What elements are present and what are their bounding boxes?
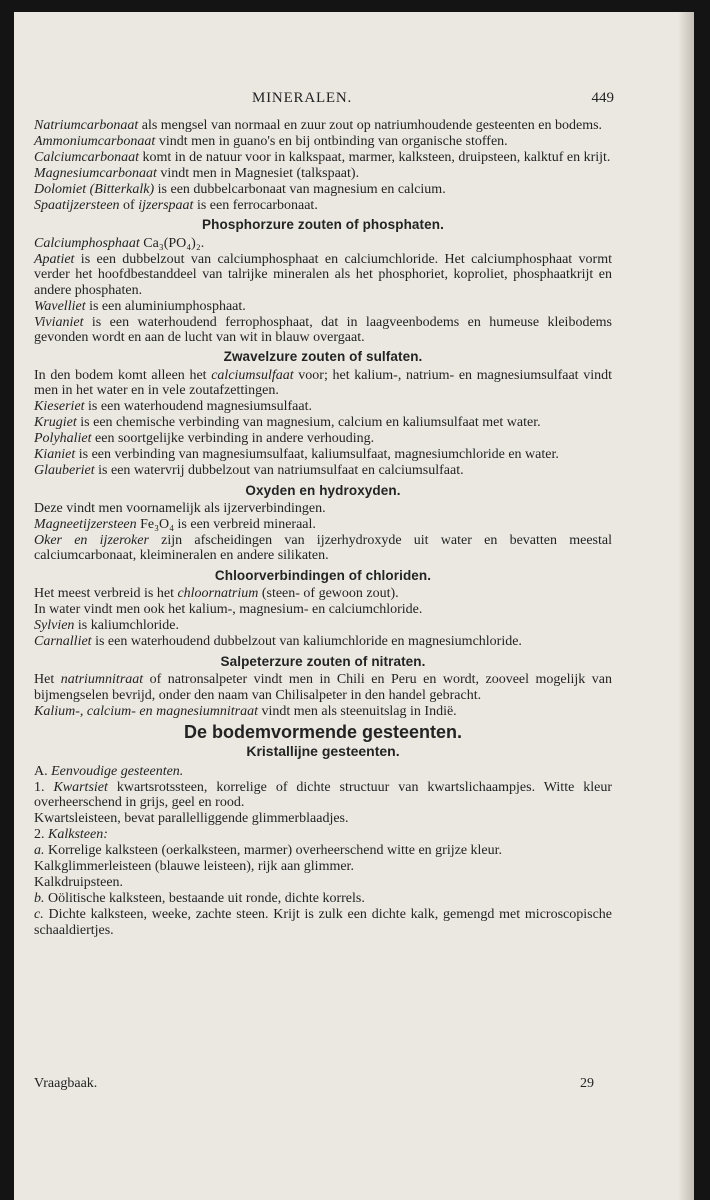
- list-item: Kalkglimmerleisteen (blauwe leisteen), rijk aan glimmer.: [34, 859, 354, 875]
- page-edge-shadow: [678, 12, 694, 1200]
- paragraph: Sylvien is kaliumchloride.: [34, 618, 180, 634]
- section-heading-chlorides: Chloorverbindingen of chloriden.: [214, 567, 432, 583]
- paragraph: Apatiet is een dubbelzout van calciumphosphaat en calciumchloride. Het calciumphosphaat vormt verder het hoofdbestanddeel van talrijke mineralen als het phosphoriet, koproliet, phosphaatkrijt en andere phosphaten.: [34, 251, 612, 298]
- list-item: Kalkdruipsteen.: [34, 875, 124, 891]
- paragraph: Vivianiet is een waterhoudend ferrophosphaat, dat in laagveenbodems en humeuse kleibodems gevonden wordt en aan de lucht van wit in blauw overgaat.: [34, 314, 612, 346]
- section-heading-oxides: Oxyden en hydroxyden.: [245, 482, 401, 498]
- paragraph: Krugiet is een chemische verbinding van magnesium, calcium en kaliumsulfaat met water.: [34, 415, 541, 431]
- list-item: a. Korrelige kalksteen (oerkalksteen, marmer) overheerschend witte en grijze kleur.: [34, 843, 503, 859]
- paragraph: Wavelliet is een aluminiumphosphaat.: [34, 298, 246, 314]
- paragraph: Het meest verbreid is het chloornatrium (steen- of gewoon zout).: [34, 586, 399, 602]
- page-content: [34, 118, 612, 939]
- paragraph: Natriumcarbonaat als mengsel van normaal en zuur zout op natriumhoudende gesteenten en bodems.: [34, 118, 603, 133]
- book-page: [14, 12, 694, 1200]
- list-item: 2. Kalksteen:: [34, 827, 108, 843]
- section-heading-sulfates: Zwavelzure zouten of sulfaten.: [223, 349, 423, 365]
- section-heading-nitrates: Salpeterzure zouten of nitraten.: [220, 653, 426, 669]
- chapter-heading-rocks: De bodemvormende gesteenten.: [183, 721, 463, 742]
- formula-line: Calciumphosphaat Ca₃(PO₄)₂.: [34, 235, 205, 251]
- paragraph: Kalium-, calcium- en magnesiumnitraat vindt men als steenuitslag in Indië.: [34, 703, 457, 719]
- paragraph: Glauberiet is een watervrij dubbelzout van natriumsulfaat en calciumsulfaat.: [34, 463, 464, 479]
- paragraph: In water vindt men ook het kalium-, magnesium- en calciumchloride.: [34, 602, 423, 618]
- paragraph: In den bodem komt alleen het calciumsulfaat voor; het kalium-, natrium- en magnesiumsulfaat vindt men in het water en in vele zoutafzettingen.: [34, 367, 612, 399]
- paragraph: Dolomiet (Bitterkalk) is een dubbelcarbonaat van magnesium en calcium.: [34, 182, 446, 197]
- page-title: MINERALEN.: [252, 90, 353, 106]
- paragraph: Spaatijzersteen of ijzerspaat is een ferrocarbonaat.: [34, 198, 318, 213]
- paragraph: Polyhaliet een soortgelijke verbinding in andere verhouding.: [34, 431, 375, 447]
- running-header: [34, 90, 614, 110]
- list-item: 1. Kwartsiet kwartsrotssteen, korrelige of dichte structuur van kwartslichaampjes. Witte kleur overheerschend in grijs, geel en rood.: [34, 779, 612, 811]
- footer-signature: Vraagbaak.: [34, 1076, 98, 1091]
- list-item: A. Eenvoudige gesteenten.: [34, 763, 184, 779]
- subheading-crystalline: Kristallijne gesteenten.: [246, 743, 400, 760]
- paragraph: Deze vindt men voornamelijk als ijzerverbindingen.: [34, 501, 326, 517]
- paragraph: Het natriumnitraat of natronsalpeter vindt men in Chili en Peru en wordt, zooveel mogelijk van bijmengselen bevrijd, onder den naam van Chilisalpeter in den handel gebracht.: [34, 672, 612, 703]
- list-item: Kwartsleisteen, bevat parallelliggende glimmerblaadjes.: [34, 811, 349, 827]
- paragraph: Oker en ijzeroker zijn afscheidingen van ijzerhydroxyde uit water en bevatten meestal calciumcarbonaat, kleimineralen en andere silikaten.: [34, 533, 612, 564]
- paragraph: Magnesiumcarbonaat vindt men in Magnesiet (talkspaat).: [34, 166, 360, 181]
- paragraph: Calciumcarbonaat komt in de natuur voor in kalkspaat, marmer, kalksteen, druipsteen, kalktuf en krijt.: [34, 150, 611, 165]
- list-item: c. Dichte kalksteen, weeke, zachte steen. Krijt is zulk een dichte kalk, gemengd met microscopische schaaldiertjes.: [34, 907, 612, 938]
- section-heading-phosphates: Phosphorzure zouten of phosphaten.: [202, 217, 444, 233]
- paragraph: Kieseriet is een waterhoudend magnesiumsulfaat.: [34, 399, 312, 415]
- paragraph: Kianiet is een verbinding van magnesiumsulfaat, kaliumsulfaat, magnesiumchloride en water.: [34, 447, 559, 463]
- paragraph: Carnalliet is een waterhoudend dubbelzout van kaliumchloride en magnesiumchloride.: [34, 634, 522, 650]
- page-number: 449: [591, 90, 614, 106]
- list-item: b. Oölitische kalksteen, bestaande uit ronde, dichte korrels.: [34, 891, 365, 907]
- paragraph: Magneetijzersteen Fe₃O₄ is een verbreid mineraal.: [34, 517, 316, 533]
- paragraph: Ammoniumcarbonaat vindt men in guano's en bij ontbinding van organische stoffen.: [34, 134, 508, 149]
- footer-sheet-number: 29: [580, 1076, 594, 1091]
